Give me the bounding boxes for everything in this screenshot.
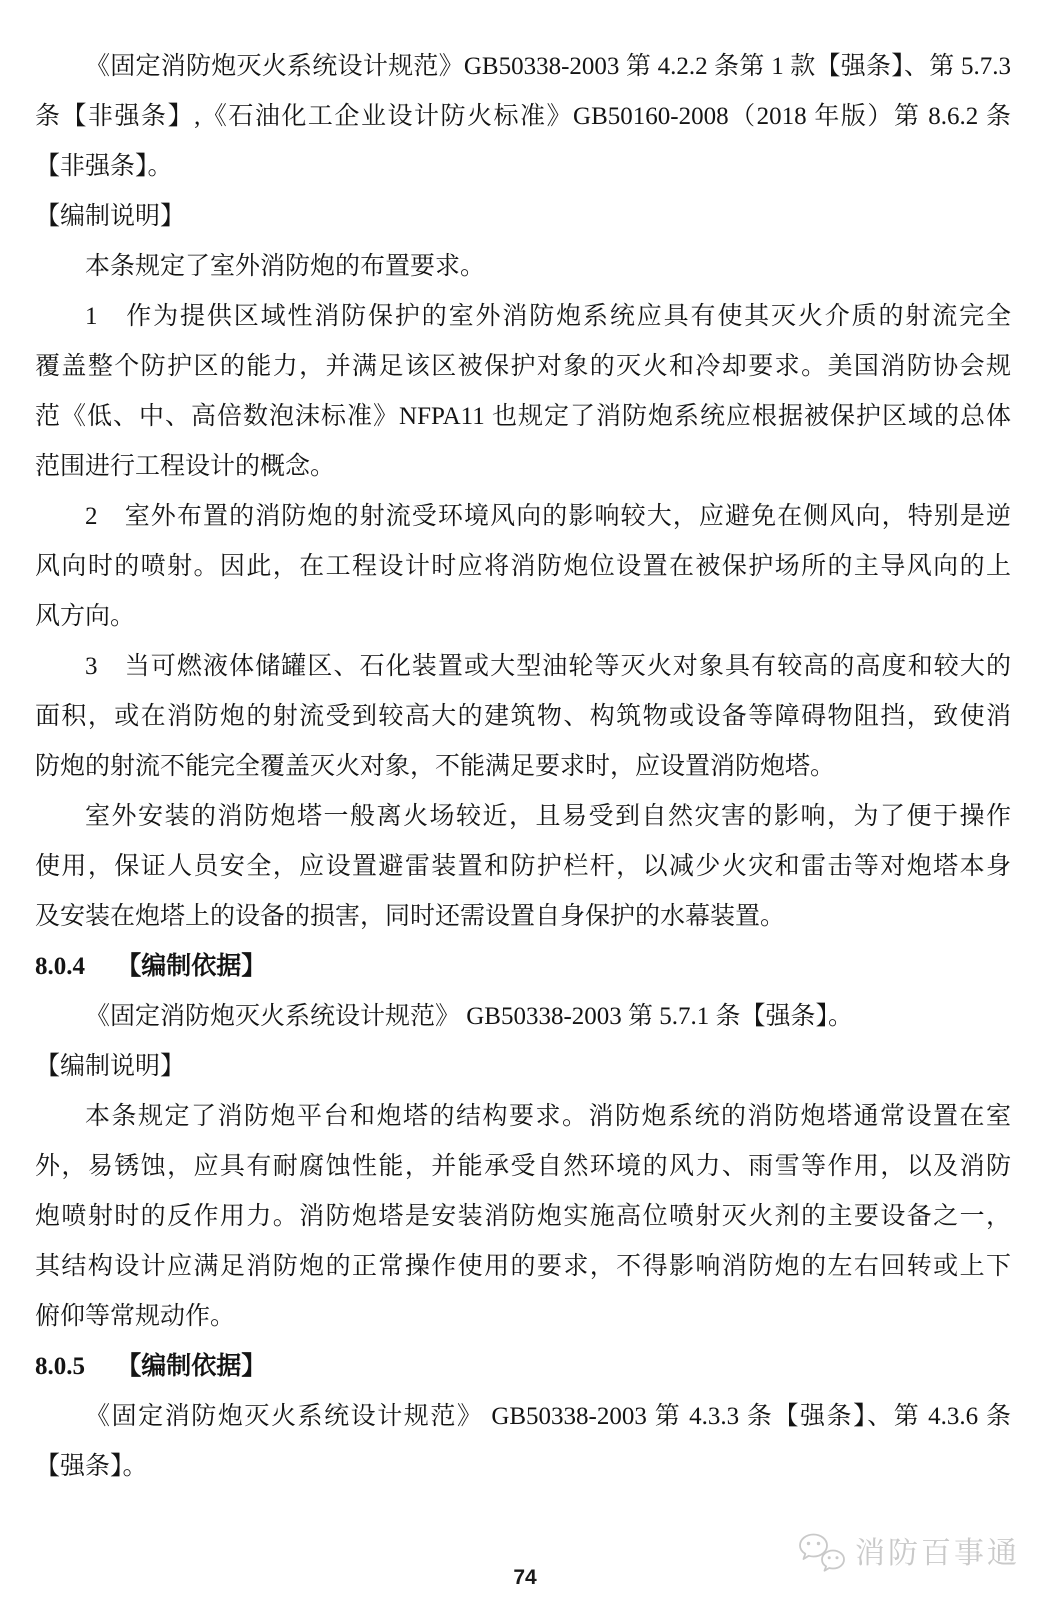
text-line: 炮喷射时的反作用力。消防炮塔是安装消防炮实施高位喷射灭火剂的主要设备之一， bbox=[35, 1203, 1011, 1230]
text-line: 【编制说明】 bbox=[35, 203, 186, 230]
text-line: 风向时的喷射。因此，在工程设计时应将消防炮位设置在被保护场所的主导风向的上 bbox=[35, 553, 1011, 580]
text-line: 2 室外布置的消防炮的射流受环境风向的影响较大，应避免在侧风向，特别是逆 bbox=[85, 503, 1011, 530]
text-line: 本条规定了室外消防炮的布置要求。 bbox=[85, 253, 486, 280]
text-line: 防炮的射流不能完全覆盖灭火对象，不能满足要求时，应设置消防炮塔。 bbox=[35, 753, 836, 780]
text-line: 【强条】。 bbox=[35, 1453, 148, 1480]
page-number: 74 bbox=[513, 1566, 537, 1589]
section-heading-8-0-4: 8.0.4 【编制依据】 bbox=[35, 953, 267, 980]
text-line: 条【非强条】,《石油化工企业设计防火标准》GB50160-2008（2018 年版）第 8.6.2 条 bbox=[35, 103, 1011, 130]
text-line: 覆盖整个防护区的能力，并满足该区被保护对象的灭火和冷却要求。美国消防协会规 bbox=[35, 353, 1011, 380]
text-line: 《固定消防炮灭火系统设计规范》 GB50338-2003 第 5.7.1 条【强条】。 bbox=[85, 1003, 854, 1030]
text-line: 《固定消防炮灭火系统设计规范》 GB50338-2003 第 4.3.3 条【强条】、第 4.3.6 条 bbox=[85, 1403, 1011, 1430]
text-line: 使用，保证人员安全，应设置避雷装置和防护栏杆，以减少火灾和雷击等对炮塔本身 bbox=[35, 853, 1011, 880]
text-line: 俯仰等常规动作。 bbox=[35, 1303, 236, 1330]
watermark-text: 消防百事通 bbox=[855, 1537, 1020, 1570]
text-line: 《固定消防炮灭火系统设计规范》GB50338-2003 第 4.2.2 条第 1 款【强条】、第 5.7.3 bbox=[85, 53, 1011, 80]
text-line: 外，易锈蚀，应具有耐腐蚀性能，并能承受自然环境的风力、雨雪等作用，以及消防 bbox=[35, 1153, 1011, 1180]
text-line: 本条规定了消防炮平台和炮塔的结构要求。消防炮系统的消防炮塔通常设置在室 bbox=[85, 1103, 1011, 1130]
section-heading-8-0-5: 8.0.5 【编制依据】 bbox=[35, 1353, 267, 1380]
text-line: 范围进行工程设计的概念。 bbox=[35, 453, 336, 480]
text-line: 【非强条】。 bbox=[35, 153, 173, 180]
text-line: 风方向。 bbox=[35, 603, 136, 630]
text-line: 其结构设计应满足消防炮的正常操作使用的要求，不得影响消防炮的左右回转或上下 bbox=[35, 1253, 1011, 1280]
text-line: 1 作为提供区域性消防保护的室外消防炮系统应具有使其灭火介质的射流完全 bbox=[85, 303, 1011, 330]
text-line: 面积，或在消防炮的射流受到较高大的建筑物、构筑物或设备等障碍物阻挡，致使消 bbox=[35, 703, 1011, 730]
text-line: 【编制说明】 bbox=[35, 1053, 186, 1080]
text-line: 及安装在炮塔上的设备的损害，同时还需设置自身保护的水幕装置。 bbox=[35, 903, 786, 930]
text-line: 3 当可燃液体储罐区、石化装置或大型油轮等灭火对象具有较高的高度和较大的 bbox=[85, 653, 1011, 680]
document-content bbox=[35, 42, 1011, 1492]
text-line: 范《低、中、高倍数泡沫标准》NFPA11 也规定了消防炮系统应根据被保护区域的总体 bbox=[35, 403, 1011, 430]
text-line: 室外安装的消防炮塔一般离火场较近，且易受到自然灾害的影响，为了便于操作 bbox=[85, 803, 1011, 830]
